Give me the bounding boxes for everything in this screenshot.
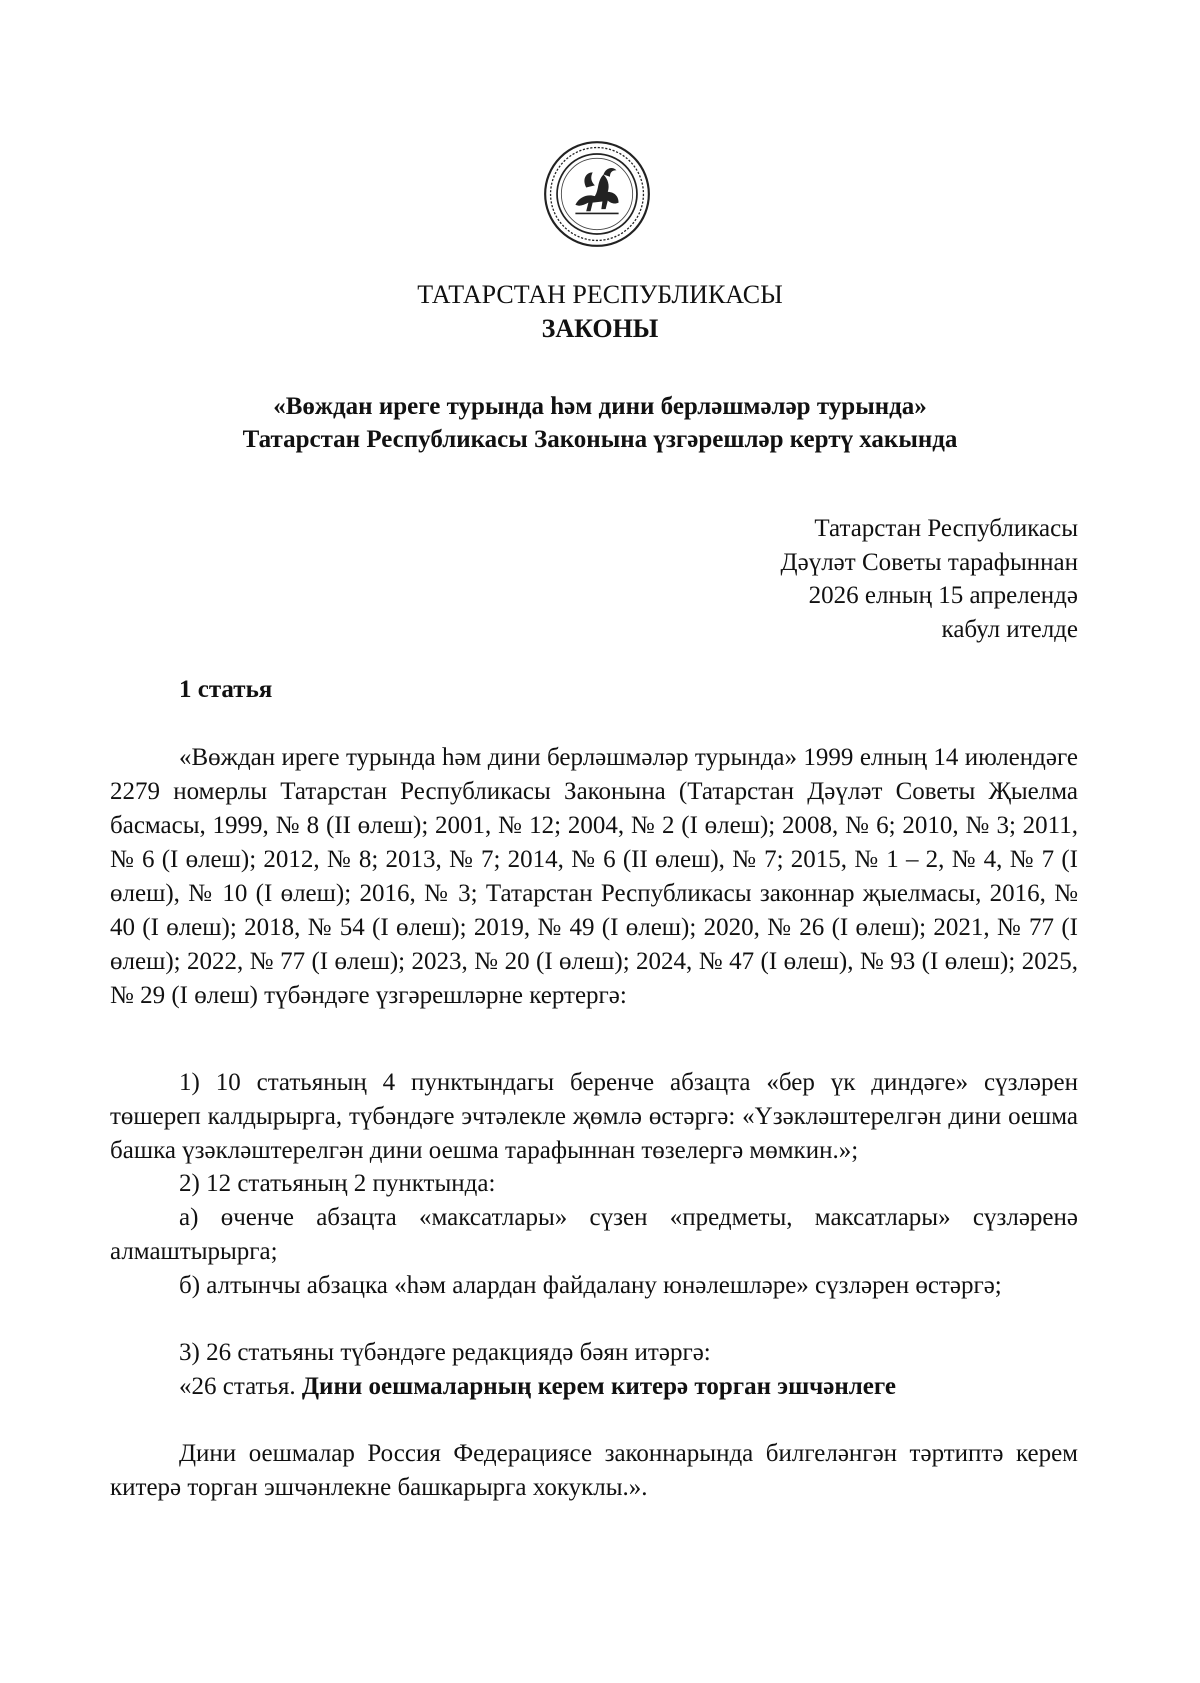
adoption-line-1: Татарстан Республикасы	[814, 515, 1078, 542]
law-title-line-2: Татарстан Республикасы Законына үзгәрешләр кертү хакында	[242, 426, 958, 453]
item-3-quote	[110, 1370, 1078, 1404]
item-1-paragraph: 1) 10 статьяның 4 пунктындагы беренче абзацта «бер үк диндәге» сүзләрен төшереп калдырырга, түбәндәге эчтәлекле җөмлә өстәргә: «Үзәкләштерелгән дини оешма башка үзәкләштерелгән дини оешма тарафыннан төзелергә мөмкин.»;	[110, 1069, 1078, 1164]
item-3-paragraph: 3) 26 статьяны түбәндәге редакциядә бәян итәргә:	[179, 1339, 711, 1366]
law-title	[0, 390, 1200, 456]
item-2a-paragraph: а) өченче абзацта «максатлары» сүзен «предметы, максатлары» сүзләренә алмаштырырга;	[110, 1204, 1078, 1265]
republic-heading: ТАТАРСТАН РЕСПУБЛИКАСЫ	[417, 280, 783, 309]
law-title-line-1: «Вөждан иреге турында һәм дини берләшмәләр турында»	[273, 393, 927, 420]
article-heading: 1 статья	[179, 676, 273, 703]
item-2b-paragraph: б) алтынчы абзацка «һәм алардан файдалану юнәлешләре» сүзләрен өстәргә;	[179, 1272, 1002, 1299]
adoption-line-2: Дәүләт Советы тарафыннан	[780, 548, 1078, 576]
main-paragraph: «Вөждан иреге турында һәм дини берләшмәләр турында» 1999 елның 14 июлендәге 2279 номерлы Татарстан Республикасы Законына (Татарстан Дәүләт Советы Җыелма басмасы, 1999, № 8 (II өлеш); 2001, № 12; 2004, № 2 (I өлеш); 2008, № 6; 2010, № 3; 2011, № 6 (I өлеш); 2012, № 8; 2013, № 7; 2014, № 6 (II өлеш), № 7; 2015, № 1 – 2, № 4, № 7 (I өлеш), № 10 (I өлеш); 2016, № 3; Татарстан Республикасы законнар җыелмасы, 2016, № 40 (I өлеш); 2018, № 54 (I өлеш); 2019, № 49 (I өлеш); 2020, № 26 (I өлеш); 2021, № 77 (I өлеш); 2022, № 77 (I өлеш); 2023, № 20 (I өлеш); 2024, № 47 (I өлеш), № 93 (I өлеш); 2025, № 29 (I өлеш) түбәндәге үзгәрешләрне кертергә:	[110, 744, 1078, 1009]
item-2-paragraph: 2) 12 статьяның 2 пунктында:	[179, 1170, 496, 1197]
item-3-quote-title: Дини оешмаларның керем китерә торган эшчәнлеге	[301, 1373, 897, 1400]
adoption-line-4: кабул ителде	[941, 615, 1078, 643]
adoption-line-3: 2026 елның 15 апрелендә	[808, 582, 1078, 609]
item-3-body-paragraph: Дини оешмалар Россия Федерациясе законнарында билгеләнгән тәртиптә керем китерә торган эшчәнлекне башкарырга хокуклы.».	[110, 1440, 1078, 1501]
tatarstan-coat-of-arms-icon	[543, 140, 651, 248]
adoption-note	[781, 512, 1078, 646]
item-3-quote-prefix: «26 статья.	[179, 1373, 302, 1400]
law-heading: ЗАКОНЫ	[541, 314, 659, 343]
